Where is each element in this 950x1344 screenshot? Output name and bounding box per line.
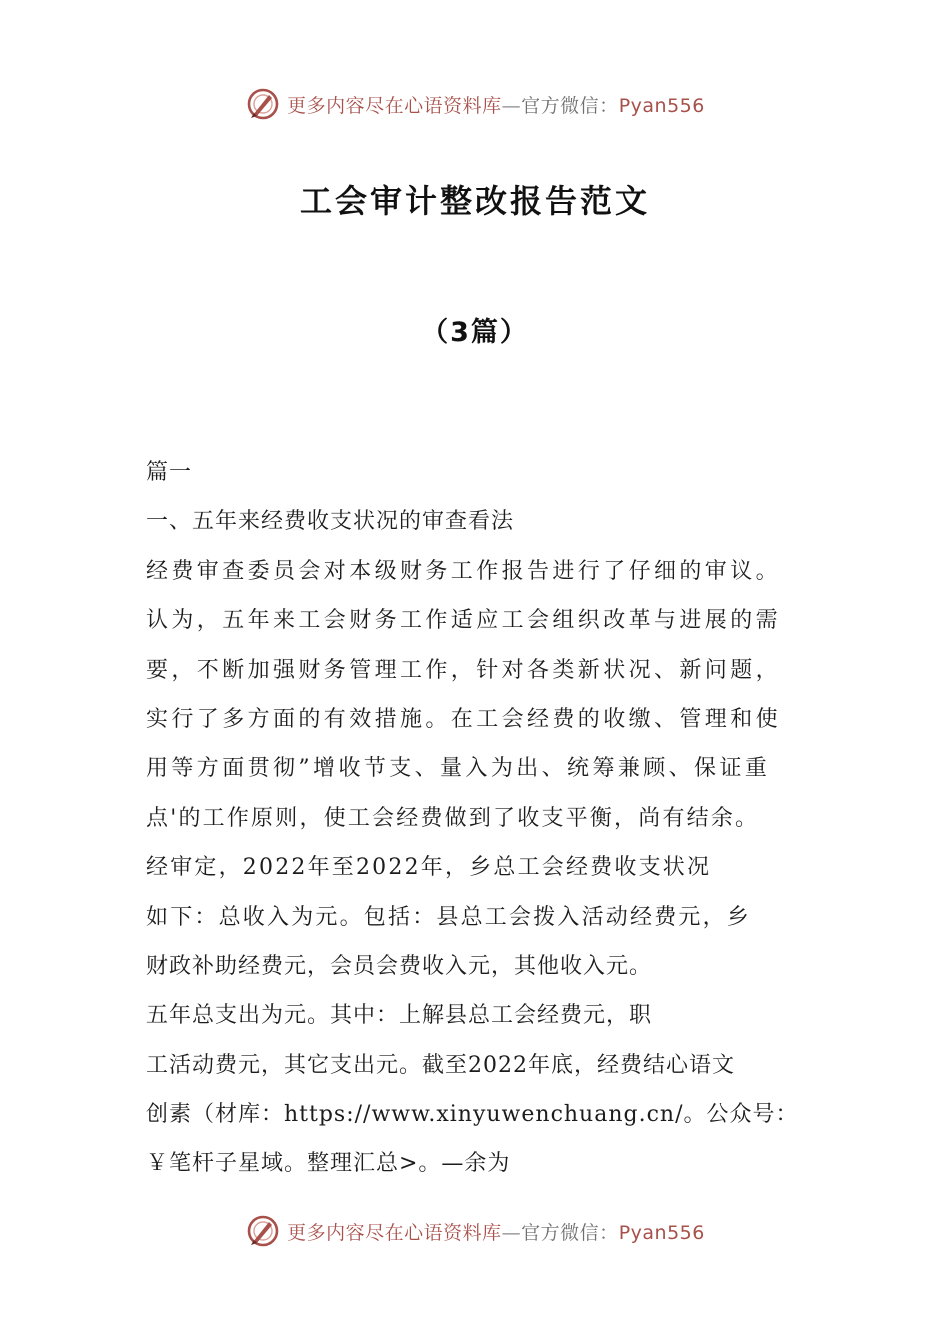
watermark-footer — [0, 1211, 950, 1251]
body-line: 用等方面贯彻”增收节支、量入为出、统筹兼顾、保证重 — [146, 756, 771, 782]
watermark-wechat-id: Pyan556 — [618, 94, 705, 117]
watermark-label: 官方微信： — [521, 94, 619, 117]
body-line: 经审定，2022年至2022年，乡总工会经费收支状况 — [146, 855, 712, 881]
watermark-dash: — — [501, 94, 522, 117]
pen-circle-logo-icon — [245, 86, 281, 122]
body-line: 认为，五年来工会财务工作适应工会组织改革与进展的需 — [146, 608, 782, 634]
pen-circle-logo-icon — [245, 1213, 281, 1249]
body-line: 工活动费元，其它支出元。截至2022年底，经费结心语文 — [146, 1052, 735, 1078]
document-title: 工会审计整改报告范文 — [299, 182, 650, 220]
document-body — [146, 448, 806, 1189]
body-line: 要，不断加强财务管理工作，针对各类新状况、新问题， — [146, 657, 782, 683]
watermark-main: 更多内容尽在心语资料库 — [287, 1221, 502, 1244]
body-line: 实行了多方面的有效措施。在工会经费的收缴、管理和使 — [146, 706, 782, 732]
body-line: 篇一 — [146, 460, 193, 485]
body-line: ￥笔杆子星域。整理汇总>。—余为 — [146, 1151, 511, 1177]
body-line: 如下：总收入为元。包括：县总工会拨入活动经费元，乡 — [146, 904, 752, 930]
body-line: 经费审查委员会对本级财务工作报告进行了仔细的审议。 — [146, 558, 782, 584]
document-subtitle: （3篇） — [421, 317, 529, 348]
body-line: 一、五年来经费收支状况的审查看法 — [146, 509, 515, 535]
watermark-text — [287, 91, 705, 118]
watermark-dash: — — [501, 1221, 522, 1244]
watermark-header — [0, 84, 950, 124]
body-line: 点'的工作原则，使工会经费做到了收支平衡，尚有结余。 — [146, 805, 760, 831]
watermark-label: 官方微信： — [521, 1221, 619, 1244]
body-line: 创素（材库：https://www.xinyuwenchuang.cn/。公众号： — [146, 1102, 799, 1128]
watermark-main: 更多内容尽在心语资料库 — [287, 94, 502, 117]
body-line: 财政补助经费元，会员会费收入元，其他收入元。 — [146, 953, 653, 979]
body-line: 五年总支出为元。其中：上解县总工会经费元，职 — [146, 1003, 653, 1029]
watermark-wechat-id: Pyan556 — [618, 1221, 705, 1244]
watermark-text — [287, 1218, 705, 1245]
